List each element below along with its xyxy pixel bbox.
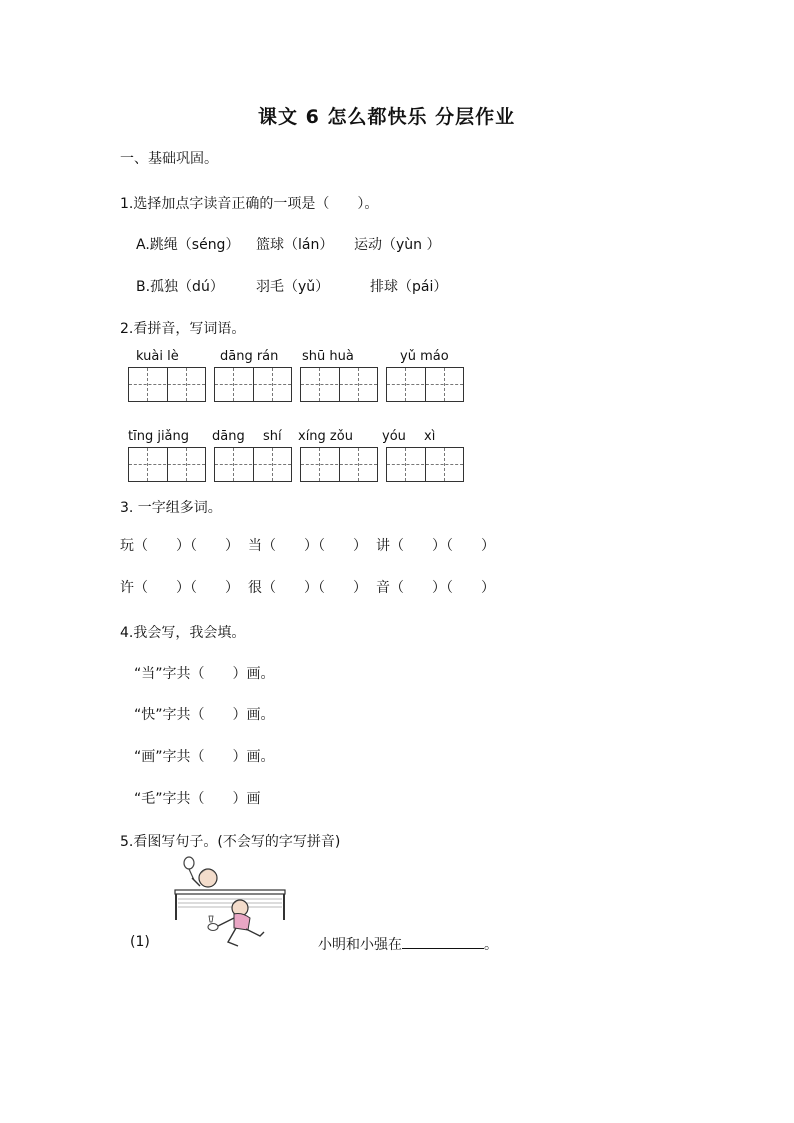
page-title: 课文 6 怎么都快乐 分层作业 [258, 106, 516, 128]
writing-grid[interactable] [300, 367, 378, 402]
q1-option-a-1: A.跳绳（séng） [136, 237, 240, 253]
writing-grid[interactable] [128, 447, 206, 482]
sentence-end: 。 [484, 937, 498, 953]
q3-item: 讲（ ）（ ） [376, 538, 495, 554]
q3-item: 许（ ）（ ） [120, 580, 239, 596]
pinyin: xì [424, 429, 436, 444]
sentence-text: 小明和小强在 [318, 937, 402, 953]
writing-grid[interactable] [300, 447, 378, 482]
section-heading: 一、基础巩固。 [120, 151, 218, 167]
writing-grid[interactable] [386, 447, 464, 482]
pinyin: shí [263, 429, 282, 444]
pinyin: yǔ máo [400, 349, 449, 364]
pinyin: kuài lè [136, 349, 179, 364]
q1-option-b-1: B.孤独（dú） [136, 279, 224, 295]
q1-option-a-3: 运动（yùn ） [354, 237, 441, 253]
pinyin: shū huà [302, 349, 354, 364]
answer-blank[interactable] [402, 934, 484, 949]
writing-grid[interactable] [128, 367, 206, 402]
q4-stem: 4.我会写，我会填。 [120, 625, 246, 641]
q5-number: (1) [130, 934, 150, 950]
writing-grid-row-1 [128, 367, 468, 403]
writing-grid[interactable] [214, 447, 292, 482]
q1-option-b-3: 排球（pái） [370, 279, 448, 295]
q3-stem: 3. 一字组多词。 [120, 500, 222, 516]
pinyin: tīng jiǎng [128, 429, 190, 444]
q3-item: 音（ ）（ ） [376, 580, 495, 596]
q5-sentence [318, 934, 498, 954]
writing-grid[interactable] [214, 367, 292, 402]
q1-stem: 1.选择加点字读音正确的一项是（ ）。 [120, 196, 379, 212]
q4-line: “画”字共（ ）画。 [134, 749, 275, 765]
badminton-players-illustration [168, 856, 294, 952]
q1-option-a-2: 篮球（lán） [256, 237, 334, 253]
q3-item: 玩（ ）（ ） [120, 538, 239, 554]
q1-option-b-2: 羽毛（yǔ） [256, 279, 330, 295]
writing-grid[interactable] [386, 367, 464, 402]
q4-line: “当”字共（ ）画。 [134, 666, 275, 682]
writing-grid-row-2 [128, 447, 468, 483]
pinyin: dāng [212, 429, 245, 444]
q3-item: 当（ ）（ ） [248, 538, 367, 554]
q4-line: “毛”字共（ ）画 [134, 791, 261, 807]
pinyin: xíng zǒu [298, 429, 353, 444]
q3-item: 很（ ）（ ） [248, 580, 367, 596]
q4-line: “快”字共（ ）画。 [134, 707, 275, 723]
pinyin: yóu [382, 429, 406, 444]
q5-stem: 5.看图写句子。(不会写的字写拼音) [120, 834, 341, 850]
pinyin: dāng rán [220, 349, 279, 364]
q2-stem: 2.看拼音，写词语。 [120, 321, 246, 337]
